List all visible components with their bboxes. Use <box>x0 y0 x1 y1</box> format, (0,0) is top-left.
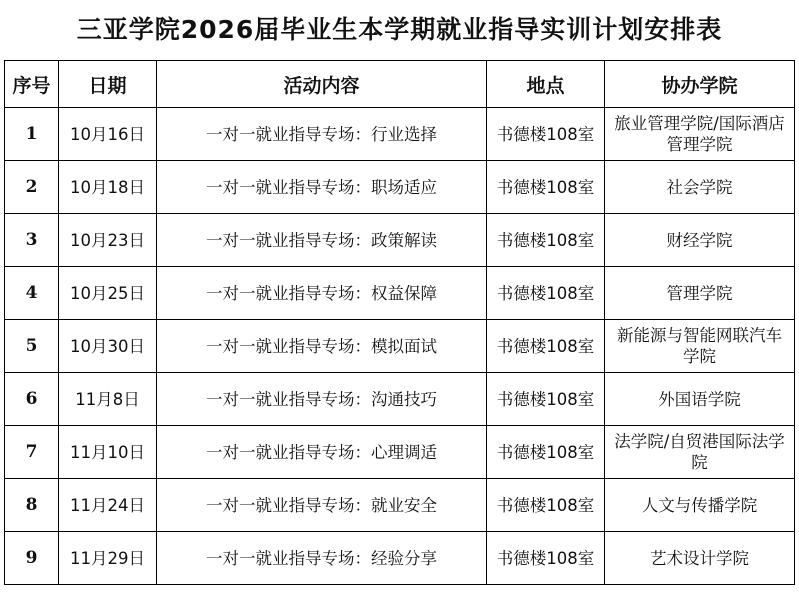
cell-date: 11月24日 <box>59 479 157 532</box>
cell-activity: 一对一就业指导专场：权益保障 <box>157 267 487 320</box>
cell-num: 8 <box>5 479 59 532</box>
cell-location: 书德楼108室 <box>487 108 605 161</box>
header-num: 序号 <box>5 61 59 108</box>
cell-num: 7 <box>5 426 59 479</box>
cell-date: 10月16日 <box>59 108 157 161</box>
header-location: 地点 <box>487 61 605 108</box>
cell-activity: 一对一就业指导专场：沟通技巧 <box>157 373 487 426</box>
cell-college: 社会学院 <box>605 161 795 214</box>
header-college: 协办学院 <box>605 61 795 108</box>
table-row <box>5 267 795 320</box>
cell-college: 外国语学院 <box>605 373 795 426</box>
cell-date: 10月25日 <box>59 267 157 320</box>
cell-num: 3 <box>5 214 59 267</box>
table-row <box>5 532 795 585</box>
table-row <box>5 426 795 479</box>
header-date: 日期 <box>59 61 157 108</box>
table-row <box>5 373 795 426</box>
cell-college: 新能源与智能网联汽车学院 <box>605 320 795 373</box>
cell-college: 管理学院 <box>605 267 795 320</box>
cell-location: 书德楼108室 <box>487 161 605 214</box>
cell-activity: 一对一就业指导专场：模拟面试 <box>157 320 487 373</box>
header-activity: 活动内容 <box>157 61 487 108</box>
cell-college: 人文与传播学院 <box>605 479 795 532</box>
cell-activity: 一对一就业指导专场：政策解读 <box>157 214 487 267</box>
schedule-table <box>4 60 795 585</box>
cell-location: 书德楼108室 <box>487 267 605 320</box>
cell-num: 9 <box>5 532 59 585</box>
cell-num: 4 <box>5 267 59 320</box>
table-row <box>5 108 795 161</box>
cell-location: 书德楼108室 <box>487 320 605 373</box>
cell-activity: 一对一就业指导专场：职场适应 <box>157 161 487 214</box>
cell-location: 书德楼108室 <box>487 426 605 479</box>
cell-num: 1 <box>5 108 59 161</box>
cell-date: 10月23日 <box>59 214 157 267</box>
cell-location: 书德楼108室 <box>487 532 605 585</box>
cell-college: 财经学院 <box>605 214 795 267</box>
cell-location: 书德楼108室 <box>487 373 605 426</box>
cell-activity: 一对一就业指导专场：心理调适 <box>157 426 487 479</box>
cell-date: 10月18日 <box>59 161 157 214</box>
cell-college: 艺术设计学院 <box>605 532 795 585</box>
cell-location: 书德楼108室 <box>487 479 605 532</box>
table-row <box>5 479 795 532</box>
cell-activity: 一对一就业指导专场：就业安全 <box>157 479 487 532</box>
cell-date: 11月29日 <box>59 532 157 585</box>
cell-college: 法学院/自贸港国际法学院 <box>605 426 795 479</box>
cell-date: 11月8日 <box>59 373 157 426</box>
cell-college: 旅业管理学院/国际酒店管理学院 <box>605 108 795 161</box>
cell-num: 5 <box>5 320 59 373</box>
cell-date: 10月30日 <box>59 320 157 373</box>
table-row <box>5 214 795 267</box>
cell-activity: 一对一就业指导专场：经验分享 <box>157 532 487 585</box>
cell-num: 2 <box>5 161 59 214</box>
table-row <box>5 161 795 214</box>
cell-location: 书德楼108室 <box>487 214 605 267</box>
header-row <box>5 61 795 108</box>
page-title: 三亚学院2026届毕业生本学期就业指导实训计划安排表 <box>76 15 723 44</box>
cell-num: 6 <box>5 373 59 426</box>
schedule-body <box>5 108 795 585</box>
cell-activity: 一对一就业指导专场：行业选择 <box>157 108 487 161</box>
table-row <box>5 320 795 373</box>
cell-date: 11月10日 <box>59 426 157 479</box>
